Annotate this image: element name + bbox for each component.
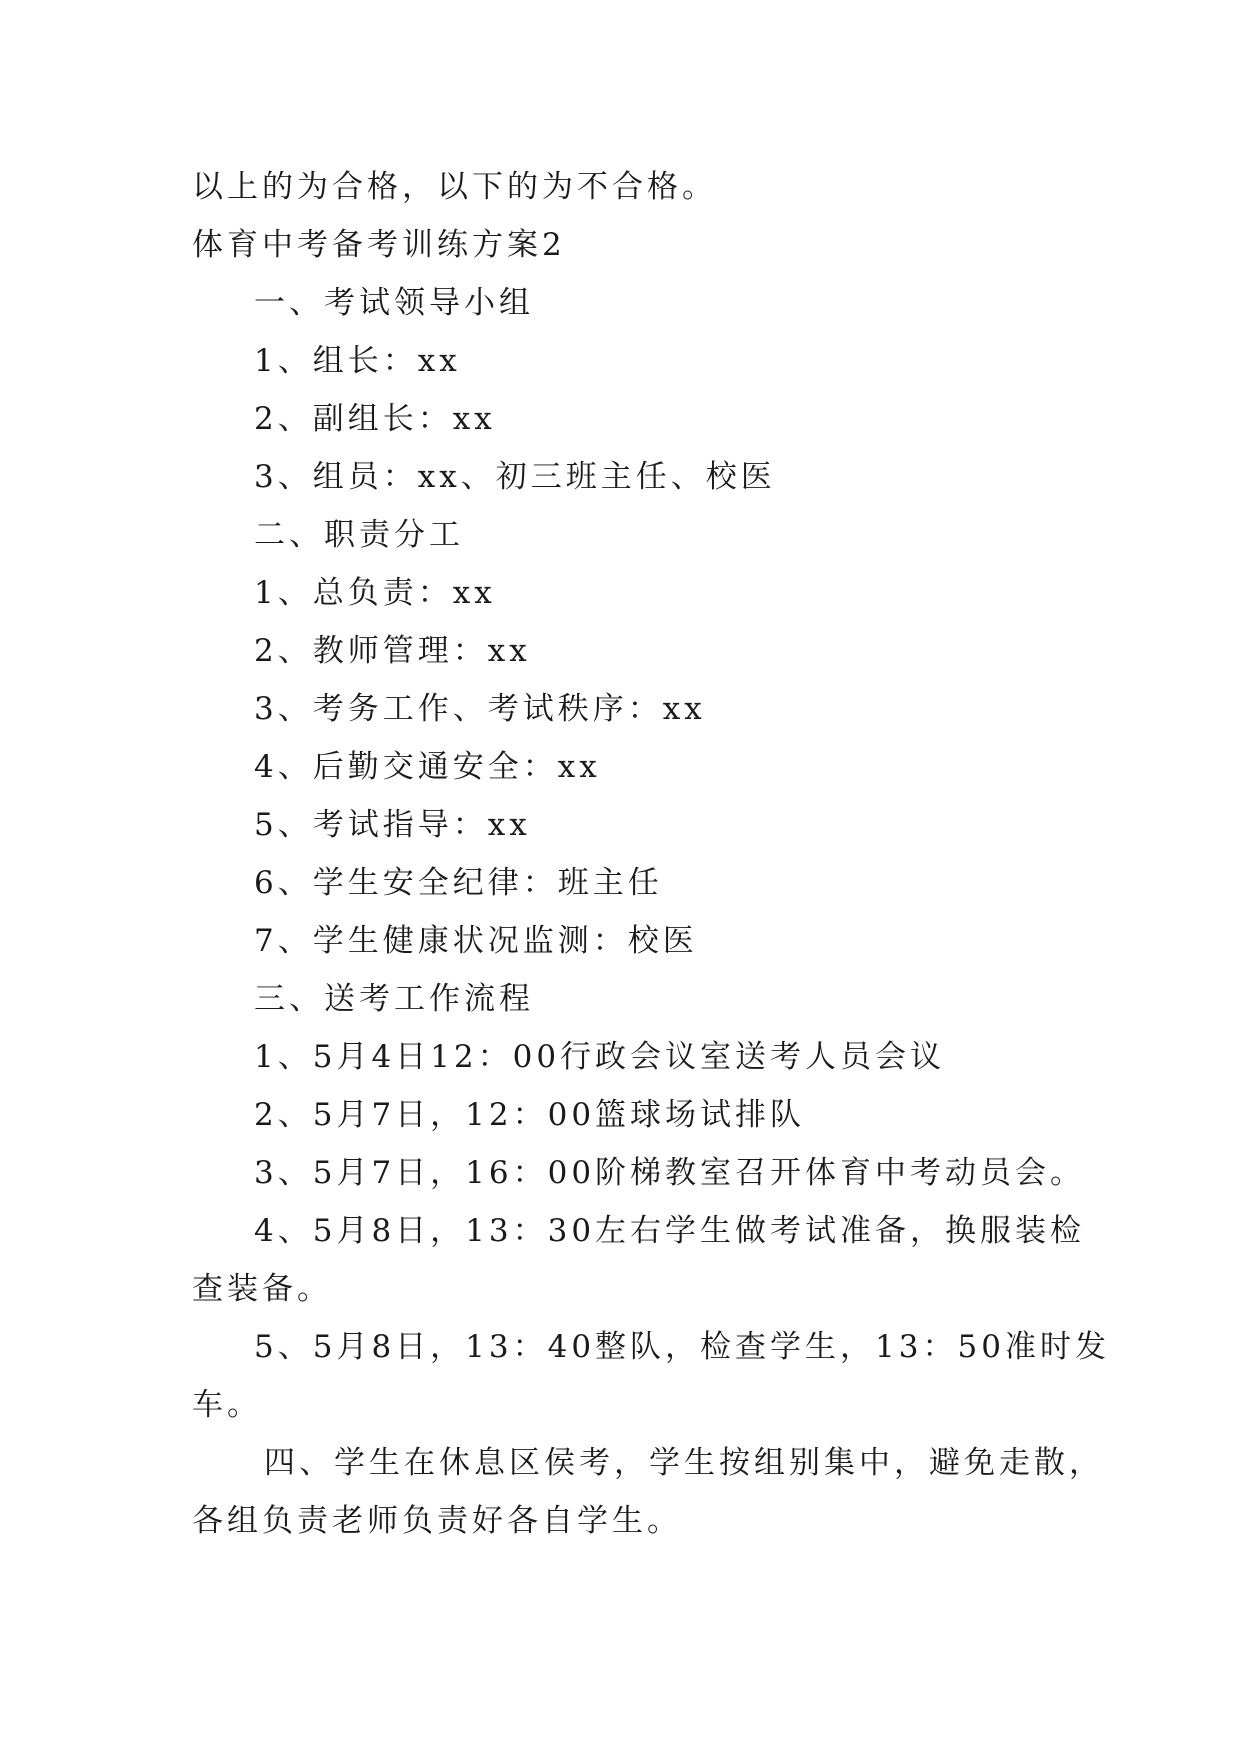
list-item: 2、副组长：xx	[254, 401, 496, 437]
list-item: 1、组长：xx	[254, 343, 461, 379]
document-body	[192, 158, 1110, 1550]
list-item: 5、考试指导：xx	[254, 807, 531, 843]
list-item: 3、组员：xx、初三班主任、校医	[254, 459, 776, 495]
list-item: 3、考务工作、考试秩序：xx	[254, 691, 706, 727]
heading-duties: 二、职责分工	[254, 517, 464, 553]
list-item-continuation: 查装备。	[192, 1271, 332, 1307]
heading-exam-leadership: 一、考试领导小组	[254, 285, 534, 321]
list-item: 2、教师管理：xx	[254, 633, 531, 669]
list-item: 1、总负责：xx	[254, 575, 496, 611]
list-item-continuation: 车。	[192, 1387, 262, 1423]
heading-waiting-area: 四、学生在休息区侯考，学生按组别集中，避免走散，	[264, 1445, 1104, 1481]
list-item: 7、学生健康状况监测：校医	[254, 923, 698, 959]
paragraph-continuation: 各组负责老师负责好各自学生。	[192, 1503, 682, 1539]
list-item: 1、5月4日12：00行政会议室送考人员会议	[254, 1039, 946, 1075]
section-title: 体育中考备考训练方案2	[192, 227, 566, 263]
list-item: 2、5月7日，12：00篮球场试排队	[254, 1097, 806, 1133]
list-item: 5、5月8日，13：40整队，检查学生，13：50准时发	[254, 1329, 1110, 1365]
paragraph-line: 以上的为合格，以下的为不合格。	[192, 169, 717, 205]
list-item: 6、学生安全纪律：班主任	[254, 865, 663, 901]
heading-workflow: 三、送考工作流程	[254, 981, 534, 1017]
list-item: 4、5月8日，13：30左右学生做考试准备，换服装检	[254, 1213, 1086, 1249]
list-item: 3、5月7日，16：00阶梯教室召开体育中考动员会。	[254, 1155, 1086, 1191]
list-item: 4、后勤交通安全：xx	[254, 749, 601, 785]
